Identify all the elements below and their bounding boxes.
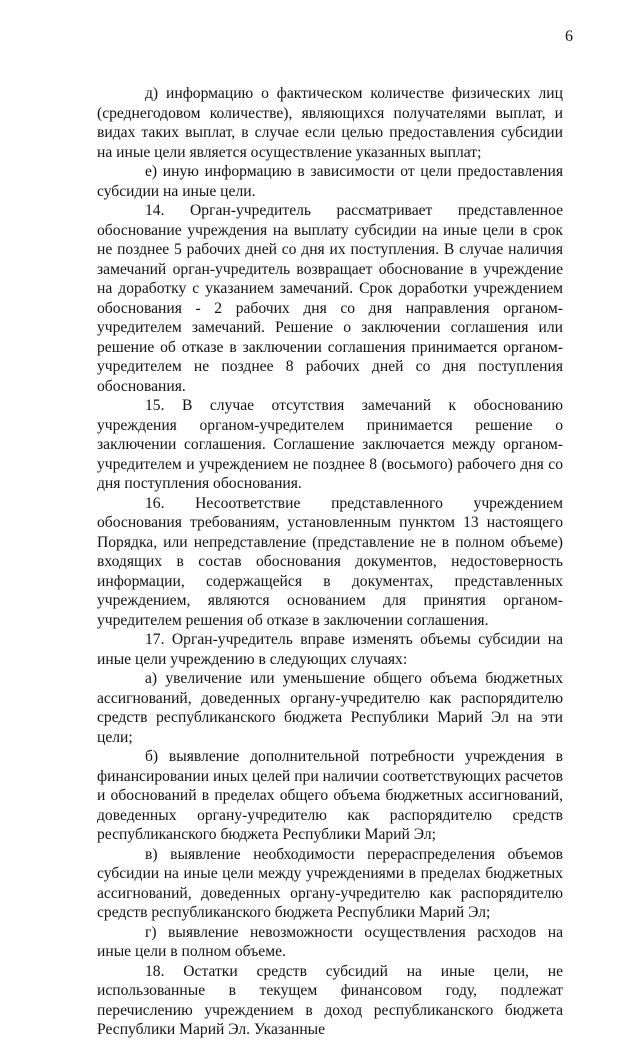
page-number: 6 <box>565 28 573 45</box>
paragraph-d-info-individuals: д) информацию о фактическом количестве физических лиц (среднегодовом количестве), являющихся получателями выплат, и видах таких выплат, в случае если целью предоставления субсидии на иные цели является осуществление указанных выплат; <box>97 85 563 161</box>
paragraph-17v: в) выявление необходимости перераспределения объемов субсидии на иные цели между учреждениями в пределах бюджетных ассигнований, доведенных органу-учредителю как распорядителю средств республиканского бюджета Республики Марий Эл; <box>97 845 563 921</box>
paragraph-18-remainders: 18. Остатки средств субсидий на иные цели, не использованные в текущем финансовом году, подлежат перечислению учреждением в доход республиканского бюджета Республики Марий Эл. Указанные <box>97 962 563 1038</box>
paragraph-17a: а) увеличение или уменьшение общего объема бюджетных ассигнований, доведенных органу-учредителю как распорядителю средств республиканского бюджета Республики Марий Эл на эти цели; <box>97 670 563 746</box>
paragraph-17-change-volume: 17. Орган-учредитель вправе изменять объемы субсидии на иные цели учреждению в следующих случаях: <box>97 631 563 668</box>
paragraph-14-review: 14. Орган-учредитель рассматривает представленное обоснование учреждения на выплату субсидии на иные цели в срок не позднее 5 рабочих дней со дня их поступления. В случае наличия замечаний орган-учредитель возвращает обоснование в учреждение на доработку с указанием замечаний. Срок доработки учреждением обоснования - 2 рабочих дня со дня направления органом-учредителем замечаний. Решение о заключении соглашения или решение об отказе в заключении соглашения принимается органом-учредителем не позднее 8 рабочих дней со дня поступления обоснования. <box>97 202 563 395</box>
paragraph-15-agreement: 15. В случае отсутствия замечаний к обоснованию учреждения органом-учредителем принимается решение о заключении соглашения. Соглашение заключается между органом-учредителем и учреждением не позднее 8 (восьмого) рабочего дня со дня поступления обоснования. <box>97 397 563 492</box>
paragraph-17g: г) выявление невозможности осуществления расходов на иные цели в полном объеме. <box>97 923 563 960</box>
paragraph-16-refusal: 16. Несоответствие представленного учреждением обоснования требованиям, установленным пунктом 13 настоящего Порядка, или непредставление (представление не в полном объеме) входящих в состав обоснования документов, недостоверность информации, содержащейся в документах, представленных учреждением, являются основанием для принятия органом-учредителем решения об отказе в заключении соглашения. <box>97 494 563 629</box>
paragraph-17b: б) выявление дополнительной потребности учреждения в финансировании иных целей при наличии соответствующих расчетов и обоснований в пределах общего объема бюджетных ассигнований, доведенных органу-учредителю как распорядителю средств республиканского бюджета Республики Марий Эл; <box>97 748 563 843</box>
document-body <box>97 84 563 1040</box>
paragraph-e-other-info: е) иную информацию в зависимости от цели предоставления субсидии на иные цели. <box>97 163 563 200</box>
